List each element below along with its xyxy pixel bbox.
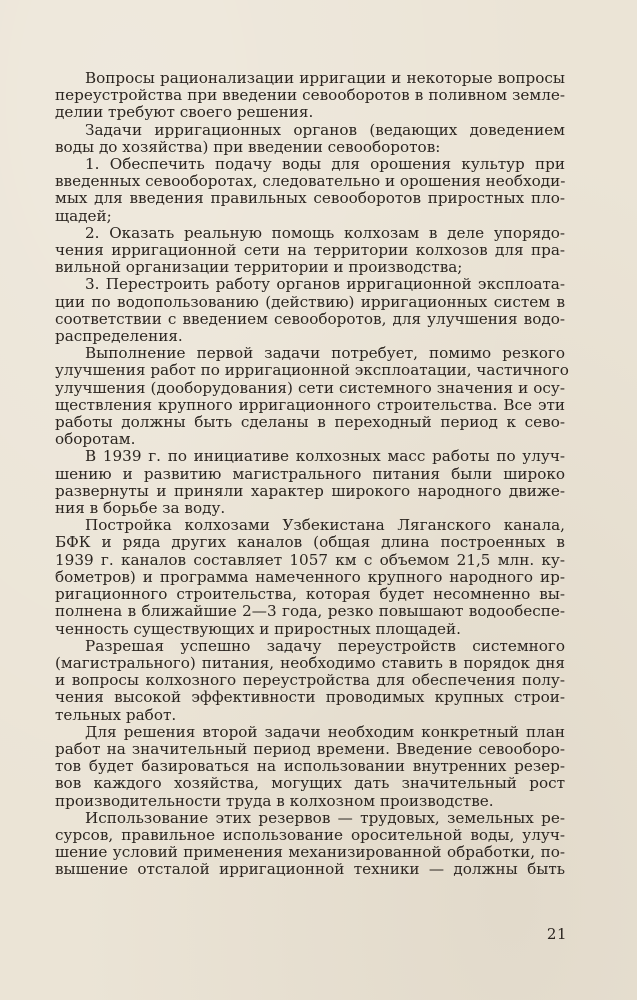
text-line: развернуты и приняли характер широкого народного движе- [55, 481, 565, 500]
text-line: соответствии с введением севооборотов, для улучшения водо- [55, 309, 565, 328]
text-line: чения высокой эффективности проводимых крупных строи- [55, 688, 565, 707]
text-line: бометров) и программа намеченного крупного народного ир- [55, 567, 565, 586]
text-line: тельных работ. [55, 705, 177, 724]
text-line: БФК и ряда других каналов (общая длина построенных в [55, 533, 565, 552]
text-line: оборотам. [55, 430, 136, 449]
text-line: работы должны быть сделаны в переходный период к сево- [55, 413, 565, 432]
text-line: тов будет базироваться на использовании внутренних резер- [55, 757, 565, 776]
text-line: мых для введения правильных севооборотов приростных пло- [55, 189, 565, 208]
text-line: вов каждого хозяйства, могущих дать значительный рост [55, 774, 565, 793]
text-line: вильной организации территории и производства; [55, 258, 463, 277]
text-line: и вопросы колхозного переустройства для обеспечения полу- [55, 671, 565, 690]
text-line: ции по водопользованию (действию) ирригационных систем в [55, 292, 565, 311]
text-line: воды до хозяйства) при введении севооборотов: [55, 137, 441, 156]
text-line: 3. Перестроить работу органов ирригационной эксплоата- [85, 275, 565, 294]
text-line: улучшения работ по ирригационной эксплоатации, частичного [55, 361, 569, 380]
text-line: ригационного строительства, которая будет несомненно вы- [55, 585, 565, 604]
text-line: 1. Обеспечить подачу воды для орошения культур при [85, 155, 565, 174]
text-line: Вопросы рационализации ирригации и некоторые вопросы [85, 69, 565, 87]
text-line: делии требуют своего решения. [55, 103, 314, 122]
text-line: Выполнение первой задачи потребует, помимо резкого [85, 344, 565, 363]
document-body [55, 69, 569, 879]
text-line: Использование этих резервов — трудовых, земельных ре- [85, 808, 565, 827]
text-line: ния в борьбе за воду. [55, 499, 226, 518]
text-line: щадей; [55, 206, 112, 225]
text-line: работ на значительный период времени. Введение севооборо- [55, 739, 565, 758]
text-line: ченность существующих и приростных площадей. [55, 619, 461, 638]
text-line: улучшения (дооборудования) сети системного значения и осу- [55, 378, 565, 397]
text-line: Задачи ирригационных органов (ведающих доведением [85, 120, 565, 139]
text-line: введенных севооборотах, следовательно и орошения необходи- [55, 172, 566, 191]
text-line: шению и развитию магистрального питания были широко [55, 464, 565, 483]
text-line: шение условий применения механизированной обработки, по- [55, 843, 565, 862]
text-line: Постройка колхозами Узбекистана Ляганского канала, [85, 516, 565, 535]
text-line: Для решения второй задачи необходим конкретный план [85, 722, 565, 741]
text-line: вышение отсталой ирригационной техники — должны быть [55, 860, 565, 879]
text-line: сурсов, правильное использование оросительной воды, улуч- [55, 825, 565, 844]
text-line: переустройства при введении севооборотов в поливном земле- [55, 86, 565, 105]
text-line: ществления крупного ирригационного строительства. Все эти [55, 395, 565, 414]
text-line: В 1939 г. по инициативе колхозных масс работы по улуч- [85, 447, 565, 466]
page-number: 21 [546, 925, 567, 943]
text-line: 2. Оказать реальную помощь колхозам в деле упорядо- [85, 223, 565, 242]
text-line: распределения. [55, 327, 183, 346]
text-line: Разрешая успешно задачу переустройств системного [85, 636, 565, 655]
text-line: производительности труда в колхозном производстве. [55, 791, 494, 810]
text-line: полнена в ближайшие 2—3 года, резко повышают водообеспе- [55, 602, 565, 621]
text-line: 1939 г. каналов составляет 1057 км с объемом 21,5 млн. ку- [55, 550, 565, 569]
text-line: (магистрального) питания, необходимо ставить в порядок дня [55, 653, 565, 672]
text-line: чения ирригационной сети на территории колхозов для пра- [55, 241, 565, 260]
